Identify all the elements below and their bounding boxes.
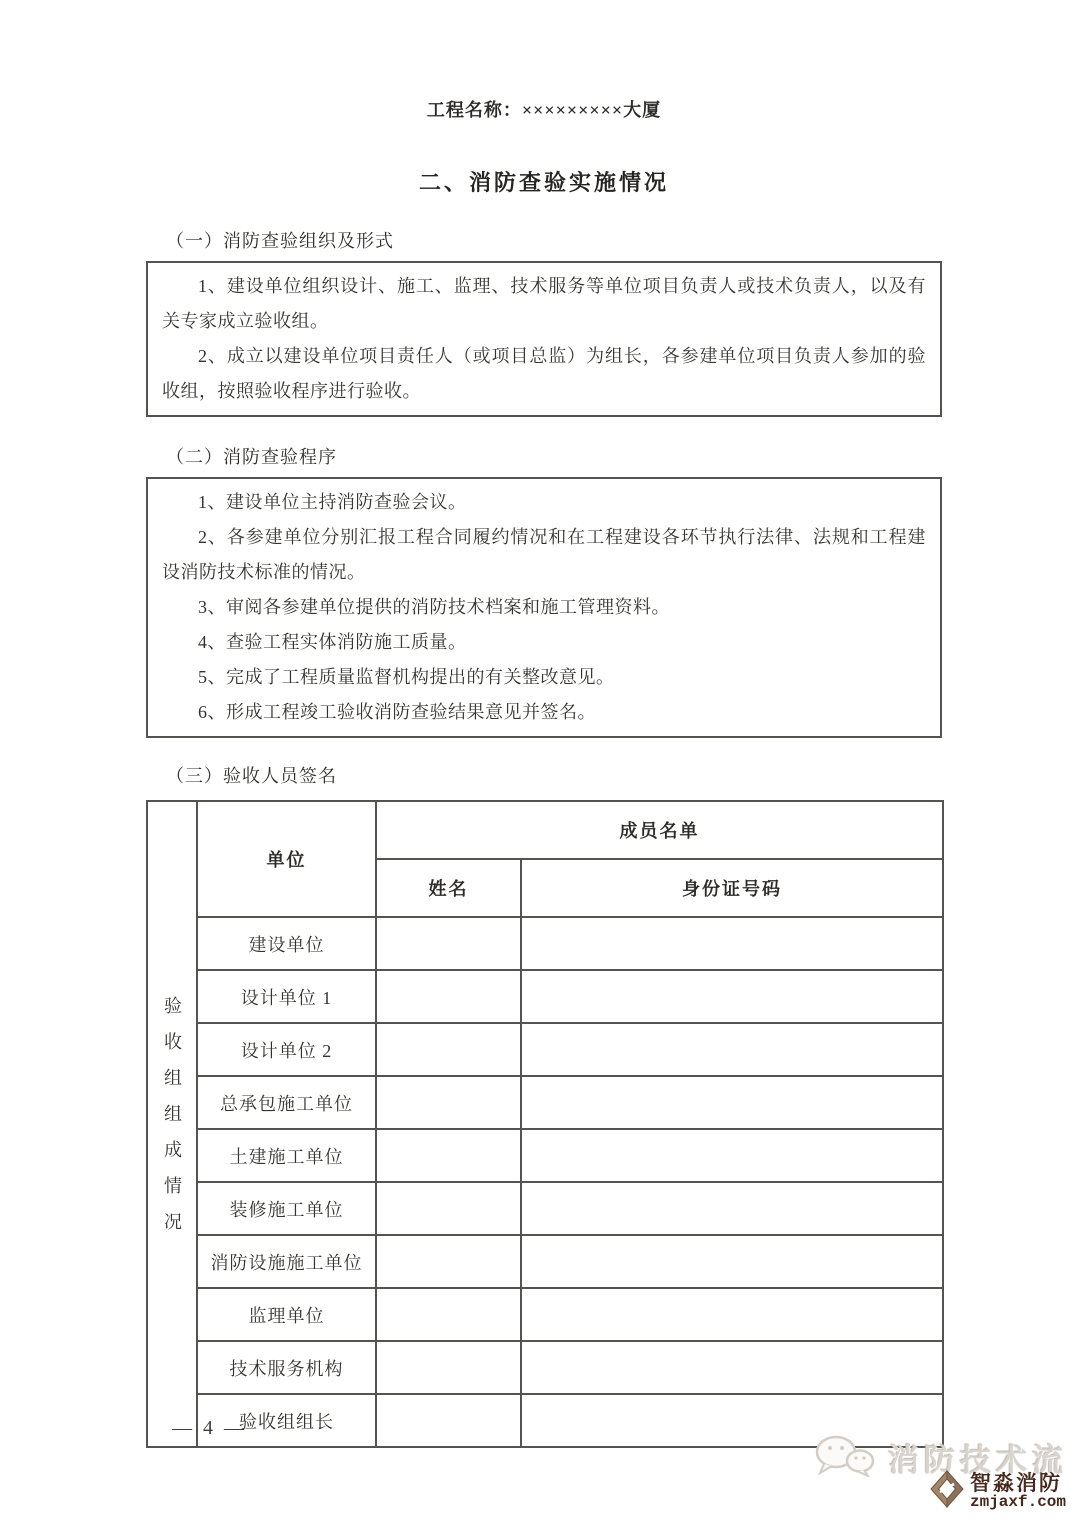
name-cell [376,1288,521,1341]
zhimiao-logo-icon [930,1470,964,1513]
procedure-text-box [146,477,942,738]
name-cell [376,1129,521,1182]
unit-cell: 验收组组长 [197,1394,376,1447]
id-cell [521,1129,943,1182]
brand-text [970,1472,1066,1511]
unit-cell: 消防设施施工单位 [197,1235,376,1288]
id-cell [521,970,943,1023]
table-row [147,1023,943,1076]
procedure-item: 3、审阅各参建单位提供的消防技术档案和施工管理资料。 [198,597,670,617]
unit-cell: 总承包施工单位 [197,1076,376,1129]
project-name: 工程名称：×××××××××大厦 [426,100,662,120]
name-cell [376,1023,521,1076]
brand-site: zmjaxf.com [969,1493,1066,1512]
table-row [147,917,943,970]
id-cell [521,1235,943,1288]
procedure-item: 4、查验工程实体消防施工质量。 [198,632,467,652]
id-cell [521,1076,943,1129]
name-cell [376,1076,521,1129]
unit-cell: 土建施工单位 [197,1129,376,1182]
section-heading-procedure: （二）消防查验程序 [166,447,337,467]
row-group-label: 验收组组成情况 [162,995,182,1248]
column-header-id: 身份证号码 [521,859,943,917]
unit-cell: 建设单位 [197,917,376,970]
procedure-item: 6、形成工程竣工验收消防查验结果意见并签名。 [198,702,596,722]
procedure-item: 2、各参建单位分别汇报工程合同履约情况和在工程建设各环节执行法律、法规和工程建设消防技术标准的情况。 [162,527,926,582]
table-row [147,1341,943,1394]
name-cell [376,1235,521,1288]
column-header-name: 姓名 [376,859,521,917]
unit-cell: 技术服务机构 [197,1341,376,1394]
watermark-brand-row [930,1470,1066,1513]
procedure-item: 1、建设单位主持消防查验会议。 [198,492,467,512]
page-number: — 4 — [172,1417,247,1439]
page-title: 二、消防查验实施情况 [418,170,669,195]
section-heading-signature: （三）验收人员签名 [166,766,337,786]
table-row [147,970,943,1023]
signature-table [146,800,944,1448]
brand-name: 智淼消防 [969,1471,1062,1496]
watermark-title: 消防技术流 [888,1443,1068,1478]
name-cell [376,1341,521,1394]
table-row [147,1235,943,1288]
unit-cell: 设计单位 1 [197,970,376,1023]
table-row [147,1076,943,1129]
id-cell [521,1023,943,1076]
table-row [147,1182,943,1235]
org-item: 2、成立以建设单位项目责任人（或项目总监）为组长，各参建单位项目负责人参加的验收组，按照验收程序进行验收。 [162,346,926,401]
unit-cell: 装修施工单位 [197,1182,376,1235]
unit-cell: 设计单位 2 [197,1023,376,1076]
column-header-members: 成员名单 [376,801,943,859]
name-cell [376,917,521,970]
column-header-unit: 单位 [197,801,376,917]
watermark [812,1433,1068,1513]
id-cell [521,1182,943,1235]
name-cell [376,1182,521,1235]
id-cell [521,1341,943,1394]
procedure-item: 5、完成了工程质量监督机构提出的有关整改意见。 [198,667,615,687]
table-row [147,1129,943,1182]
id-cell [521,917,943,970]
document-content [146,0,942,1448]
section-heading-org: （一）消防查验组织及形式 [166,231,394,251]
row-group-label-cell [147,801,197,1447]
name-cell [376,1394,521,1447]
org-text-box [146,261,942,417]
id-cell [521,1288,943,1341]
name-cell [376,970,521,1023]
wechat-icon [812,1433,878,1482]
table-row [147,1288,943,1341]
unit-cell: 监理单位 [197,1288,376,1341]
org-item: 1、建设单位组织设计、施工、监理、技术服务等单位项目负责人或技术负责人，以及有关专家成立验收组。 [162,276,926,331]
